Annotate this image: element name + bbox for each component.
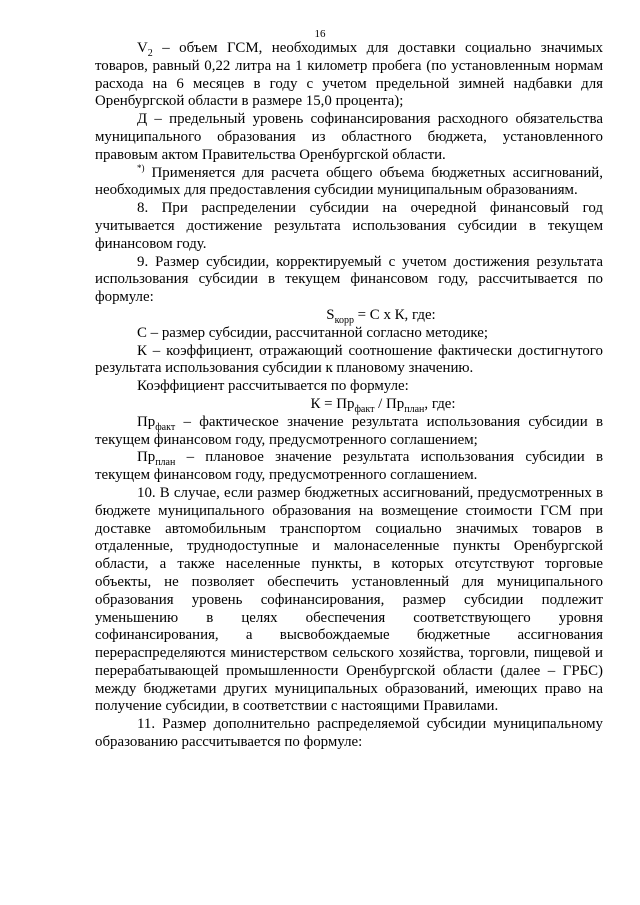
paragraph-v2-definition	[95, 40, 603, 111]
formula-s-korr-subscript: корр	[334, 314, 354, 326]
pr-plan-subscript: план	[155, 457, 176, 469]
pr-fact-text: – фактическое значение результата использования субсидии в текущем финансовом году, предусмотренного соглашением;	[95, 413, 603, 448]
formula-k-subscript-plan: план	[404, 403, 425, 415]
pr-fact-symbol: Пр	[137, 413, 156, 430]
pr-fact-subscript: факт	[155, 421, 176, 433]
paragraph-footnote	[95, 162, 603, 201]
formula-k	[95, 396, 603, 414]
formula-s-korr-left: S	[326, 306, 335, 323]
paragraph-c-definition: С – размер субсидии, рассчитанной согласно методике;	[137, 324, 489, 341]
paragraph-9: 9. Размер субсидии, корректируемый с учетом достижения результата использования субсидии в текущем финансовом году, рассчитывается по формуле:	[95, 253, 603, 306]
paragraph-10: 10. В случае, если размер бюджетных ассигнований, предусмотренных в бюджете муниципального образования на возмещение стоимости ГСМ при доставке автомобильным транспортом социально значимых товаров в отдаленные, труднодоступные и малонаселенные пункты Оренбургской области, а также населенные пункты, в которых отсутствуют торговые объекты, не позволяет обеспечить установленный для муниципального образования уровень софинансирования, размер субсидии подлежит уменьшению в целях обеспечения соответствующего уровня софинансирования, а высвобождаемые бюджетные ассигнования перераспределяются министерством сельского хозяйства, торговли, пищевой и перерабатывающей промышленности Оренбургской области (далее – ГРБС) между бюджетами других муниципальных образований, имеющих право на получение субсидии, в соответствии с настоящими Правилами.	[95, 484, 603, 715]
v2-definition-text: – объем ГСМ, необходимых для доставки социально значимых товаров, равный 0,22 литра на 1 километр пробега (по установленным нормам расхода на 6 месяцев в году с учетом предельной зимней надбавки для Оренбургской области в размере 15,0 процента);	[95, 40, 603, 110]
footnote-mark: *)	[137, 162, 145, 173]
paragraph-coefficient-intro: Коэффициент рассчитывается по формуле:	[137, 378, 409, 395]
paragraph-pr-plan-definition	[95, 449, 603, 485]
pr-plan-text: – плановое значение результата использования субсидии в текущем финансовом году, предусмотренного соглашением.	[95, 449, 603, 484]
paragraph-8: 8. При распределении субсидии на очередной финансовый год учитывается достижение результата использования субсидии в текущем финансовом году.	[95, 200, 603, 252]
formula-k-suffix: , где:	[424, 395, 456, 412]
formula-s-korr	[95, 307, 603, 325]
paragraph-k-definition: К – коэффициент, отражающий соотношение фактически достигнутого результата использования субсидии к плановому значению.	[95, 342, 603, 377]
footnote-text: Применяется для расчета общего объема бюджетных ассигнований, необходимых для предоставления субсидии муниципальным образованиям.	[95, 164, 603, 199]
formula-k-prefix: К = Пр	[310, 395, 355, 412]
formula-s-korr-right: = С х К, где:	[353, 306, 436, 323]
paragraph-d-definition: Д – предельный уровень софинансирования расходного обязательства муниципального образования из областного бюджета, установленного правовым актом Правительства Оренбургской области.	[95, 111, 603, 163]
formula-k-middle: / Пр	[374, 395, 405, 412]
paragraph-pr-fact-definition	[95, 414, 603, 450]
page-number: 16	[314, 28, 326, 40]
v2-symbol-subscript: 2	[147, 47, 153, 59]
page-content	[95, 40, 603, 752]
pr-plan-symbol: Пр	[137, 449, 156, 466]
formula-k-subscript-fact: факт	[354, 403, 375, 415]
v2-symbol: V	[137, 40, 148, 56]
paragraph-11: 11. Размер дополнительно распределяемой субсидии муниципальному образованию рассчитывается по формуле:	[95, 716, 603, 751]
